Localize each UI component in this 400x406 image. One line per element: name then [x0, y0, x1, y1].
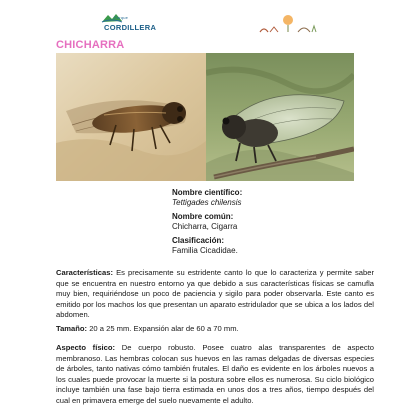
common-name-label: Nombre común: [172, 212, 234, 221]
species-info [172, 188, 372, 260]
scientific-name-block [172, 188, 372, 208]
common-name-block [172, 212, 372, 232]
cicada-photo-right [206, 53, 354, 181]
cicada-on-twig-photo [206, 53, 354, 181]
aspect-paragraph [56, 343, 374, 406]
logo-title: CORDILLERA [104, 23, 157, 32]
classification-label: Clasificación: [172, 236, 225, 245]
park-logo [100, 12, 157, 34]
nature-illustration-icon [258, 12, 320, 34]
classification-block [172, 236, 372, 256]
logo-subtitle: Parque [114, 15, 129, 20]
size-paragraph [56, 324, 374, 335]
cicada-photo-left [56, 53, 206, 181]
scientific-name-label: Nombre científico: [172, 188, 243, 197]
aspect-label: Aspecto físico: [56, 343, 116, 352]
characteristics-label: Características: [56, 268, 113, 277]
classification-value: Familia Cicadidae. [172, 246, 238, 255]
characteristics-text: Es precisamente su estridente canto lo que lo caracteriza y permite saber que se encuentra en nuestro entorno ya que debido a sus características físicas se camufla muy bien, requiriéndose un poco de paciencia y sigilo para poder observarla. Este canto es emitido por los machos los que presentan un aparato estridulador que se ubica a los lados del abdomen. [56, 268, 374, 319]
size-text: 20 a 25 mm. Expansión alar de 60 a 70 mm. [87, 324, 239, 333]
page-title: CHICHARRA [56, 39, 125, 51]
scientific-name-value: Tettigades chilensis [172, 198, 242, 207]
page-header [0, 0, 400, 36]
aspect-text: De cuerpo robusto. Posee cuatro alas transparentes de aspecto membranoso. Las hembras colocan sus huevos en las ramas delgadas de diversas especies de árboles, tanto nativas cómo también frutales. El daño es evidente en los árboles nuevos a los cuales puede provocar la muerte si la postura sobre ellos es numerosa. Su ciclo biológico incluye también una fase bajo tierra estimada en unos dos a tres años, tiempo después del cual en primavera emerge del suelo nuevamente el adulto. [56, 343, 375, 405]
common-name-value: Chicharra, Cigarra [172, 222, 238, 231]
characteristics-paragraph [56, 268, 374, 321]
cicada-on-bark-photo [56, 53, 206, 181]
size-label: Tamaño: [56, 324, 88, 333]
